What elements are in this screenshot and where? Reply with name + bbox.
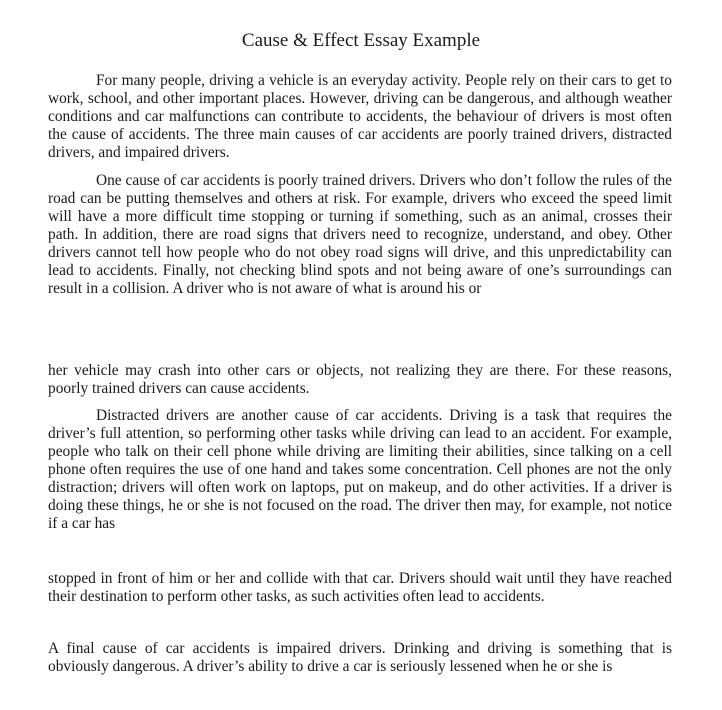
paragraph-impaired-drivers: A final cause of car accidents is impaired drivers. Drinking and driving is something that is obviously dangerous. A driver’s ability to drive a car is seriously lessened when he or she is: [48, 640, 672, 675]
paragraph-distracted-drivers-continued: stopped in front of him or her and collide with that car. Drivers should wait until they have reached their destination to perform other tasks, as such activities often lead to accidents.: [48, 570, 672, 605]
paragraph-introduction: For many people, driving a vehicle is an everyday activity. People rely on their cars to get to work, school, and other important places. However, driving can be dangerous, and although weather conditions and car malfunctions can contribute to accidents, the behaviour of drivers is most often the cause of accidents. The three main causes of car accidents are poorly trained drivers, distracted drivers, and impaired drivers.: [48, 72, 672, 161]
essay-title: Cause & Effect Essay Example: [241, 30, 481, 51]
paragraph-poorly-trained-drivers: One cause of car accidents is poorly trained drivers. Drivers who don’t follow the rules of the road can be putting themselves and others at risk. For example, drivers who exceed the speed limit will have a more difficult time stopping or turning if something, such as an animal, crosses their path. In addition, there are road signs that drivers need to recognize, understand, and obey. Other drivers cannot tell how people who do not obey road signs will drive, and this unpredictability can lead to accidents. Finally, not checking blind spots and not being aware of one’s surroundings can result in a collision. A driver who is not aware of what is around his or: [48, 172, 672, 297]
paragraph-distracted-drivers: Distracted drivers are another cause of car accidents. Driving is a task that requires the driver’s full attention, so performing other tasks while driving can lead to an accident. For example, people who talk on their cell phone while driving are limiting their abilities, since talking on a cell phone often requires the use of one hand and takes some concentration. Cell phones are not the only distraction; drivers will often work on laptops, put on makeup, and do other activities. If a driver is doing these things, he or she is not focused on the road. The driver then may, for example, not notice if a car has: [48, 407, 672, 532]
paragraph-poorly-trained-drivers-continued: her vehicle may crash into other cars or objects, not realizing they are there. For these reasons, poorly trained drivers can cause accidents.: [48, 362, 672, 397]
